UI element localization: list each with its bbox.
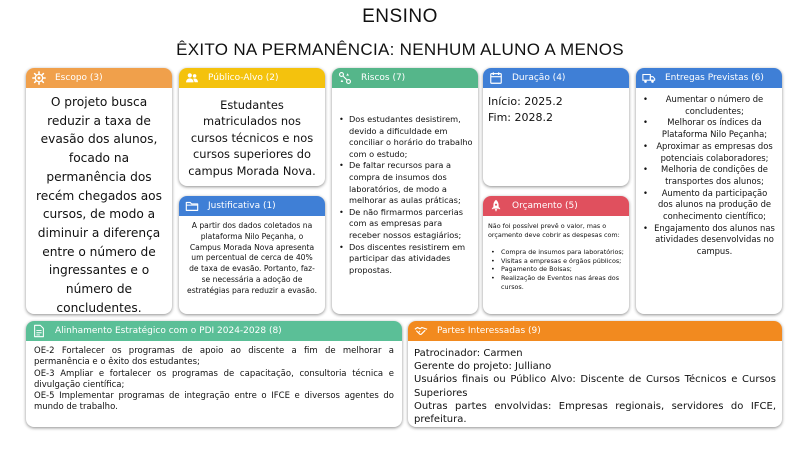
- card-entregas: [636, 68, 782, 314]
- list-item: • Dos discentes resistirem em participar das atividades propostas.: [338, 242, 474, 277]
- page-subtitle: ÊXITO NA PERMANÊNCIA: NENHUM ALUNO A MENOS: [176, 40, 624, 59]
- list-item: • Aproximar as empresas dos potenciais colaboradores;: [642, 141, 776, 164]
- page-title: ENSINO: [362, 6, 438, 27]
- orcamento-list: [488, 248, 624, 291]
- card-escopo: [26, 68, 172, 314]
- card-riscos-title: Riscos (7): [361, 73, 406, 83]
- card-justificativa-header: [179, 196, 325, 216]
- card-duracao-header: [483, 68, 629, 88]
- folder-icon: [185, 199, 199, 213]
- card-entregas-list: [636, 88, 782, 262]
- orcamento-intro: Não foi possível prevê o valor, mas o orçamento deve cobrir as despesas com:: [488, 222, 620, 239]
- card-partes-header: [408, 321, 782, 341]
- list-item: • Dos estudantes desistirem, devido a dificuldade em conciliar o horário do trabalho com o estudo;: [338, 114, 474, 160]
- rocket-icon: [489, 199, 503, 213]
- card-justificativa-title: Justificativa (1): [208, 201, 276, 211]
- alinhamento-line: OE-3 Ampliar e fortalecer os programas de capacitação, consultoria técnica e divulgação científica;: [34, 368, 394, 390]
- list-item: • Compra de insumos para laboratórios;: [490, 248, 624, 257]
- card-entregas-title: Entregas Previstas (6): [665, 73, 764, 83]
- list-item: • Pagamento de Bolsas;: [490, 265, 624, 274]
- list-item: • Melhorar os índices da Plataforma Nilo Peçanha;: [642, 117, 776, 140]
- duracao-inicio: Início: 2025.2: [488, 95, 563, 108]
- partes-line: Outras partes envolvidas: Empresas regionais, servidores do IFCE, prefeitura.: [414, 400, 776, 426]
- card-justificativa: [179, 196, 325, 314]
- risk-icon: [338, 71, 352, 85]
- card-escopo-title: Escopo (3): [55, 73, 103, 83]
- card-alinhamento: [26, 321, 402, 427]
- card-alinhamento-title: Alinhamento Estratégico com o PDI 2024-2028 (8): [55, 326, 282, 336]
- list-item: • Realização de Eventos nas áreas dos cursos.: [490, 274, 624, 291]
- calendar-icon: [489, 71, 503, 85]
- handshake-icon: [414, 324, 428, 338]
- card-escopo-text: O projeto busca reduzir a taxa de evasão dos alunos, focado na permanência dos recém chegados aos cursos, de modo a diminuir a diferença entre o número de ingressantes e o número de concludentes.: [35, 95, 162, 314]
- partes-line: Usuários finais ou Público Alvo: Discente de Cursos Técnicos e Cursos Superiores: [414, 374, 776, 399]
- people-icon: [185, 71, 199, 85]
- card-publico-alvo-title: Público-Alvo (2): [208, 73, 279, 83]
- card-riscos-header: [332, 68, 478, 88]
- list-item: • Visitas a empresas e órgãos públicos;: [490, 257, 624, 266]
- list-item: • Engajamento dos alunos nas atividades desenvolvidas no campus.: [642, 223, 776, 258]
- card-publico-alvo-header: [179, 68, 325, 88]
- card-orcamento: [483, 196, 629, 314]
- card-riscos-list: [332, 88, 478, 280]
- card-justificativa-text: A partir dos dados coletados na plataforma Nilo Peçanha, o Campus Morada Nova apresenta um percentual de cerca de 40% de taxa de evasão. Portanto, faz-se necessária a adoção de estratégias para reduzir a evasão.: [187, 221, 317, 295]
- partes-line: Patrocinador: Carmen: [414, 348, 523, 359]
- list-item: • Aumentar o número de concludentes;: [642, 94, 776, 117]
- list-item: • De faltar recursos para a compra de insumos dos laboratórios, de modo a melhorar as aulas práticas;: [338, 160, 474, 206]
- list-item: • Aumento da participação dos alunos na produção de conhecimento científico;: [642, 188, 776, 223]
- partes-line: Gerente do projeto: Julliano: [414, 361, 552, 373]
- card-publico-alvo-text: Estudantes matriculados nos cursos técnicos e nos cursos superiores do campus Morada Nova.: [188, 98, 316, 178]
- card-partes-title: Partes Interessadas (9): [437, 326, 541, 336]
- card-escopo-header: [26, 68, 172, 88]
- card-partes-interessadas: [408, 321, 782, 427]
- card-duracao: [483, 68, 629, 186]
- duracao-fim: Fim: 2028.2: [488, 111, 553, 124]
- card-alinhamento-text: [26, 341, 402, 419]
- truck-icon: [642, 71, 656, 85]
- list-item: • Melhoria de condições de transportes dos alunos;: [642, 164, 776, 187]
- card-orcamento-header: [483, 196, 629, 216]
- gear-icon: [32, 71, 46, 85]
- card-partes-text: [408, 341, 782, 427]
- alinhamento-line: OE-5 Implementar programas de integração entre o IFCE e diversos agentes do mundo de trabalho.: [34, 391, 394, 413]
- card-riscos: [332, 68, 478, 314]
- card-alinhamento-header: [26, 321, 402, 341]
- card-entregas-header: [636, 68, 782, 88]
- card-orcamento-title: Orçamento (5): [512, 201, 578, 211]
- card-duracao-title: Duração (4): [512, 73, 566, 83]
- card-publico-alvo: [179, 68, 325, 186]
- list-item: • De não firmarmos parcerias com as empresas para receber nossos estagiários;: [338, 207, 474, 242]
- document-icon: [32, 324, 46, 338]
- alinhamento-line: OE-2 Fortalecer os programas de apoio ao discente a fim de melhorar a permanência e o êxito dos estudantes;: [34, 346, 394, 368]
